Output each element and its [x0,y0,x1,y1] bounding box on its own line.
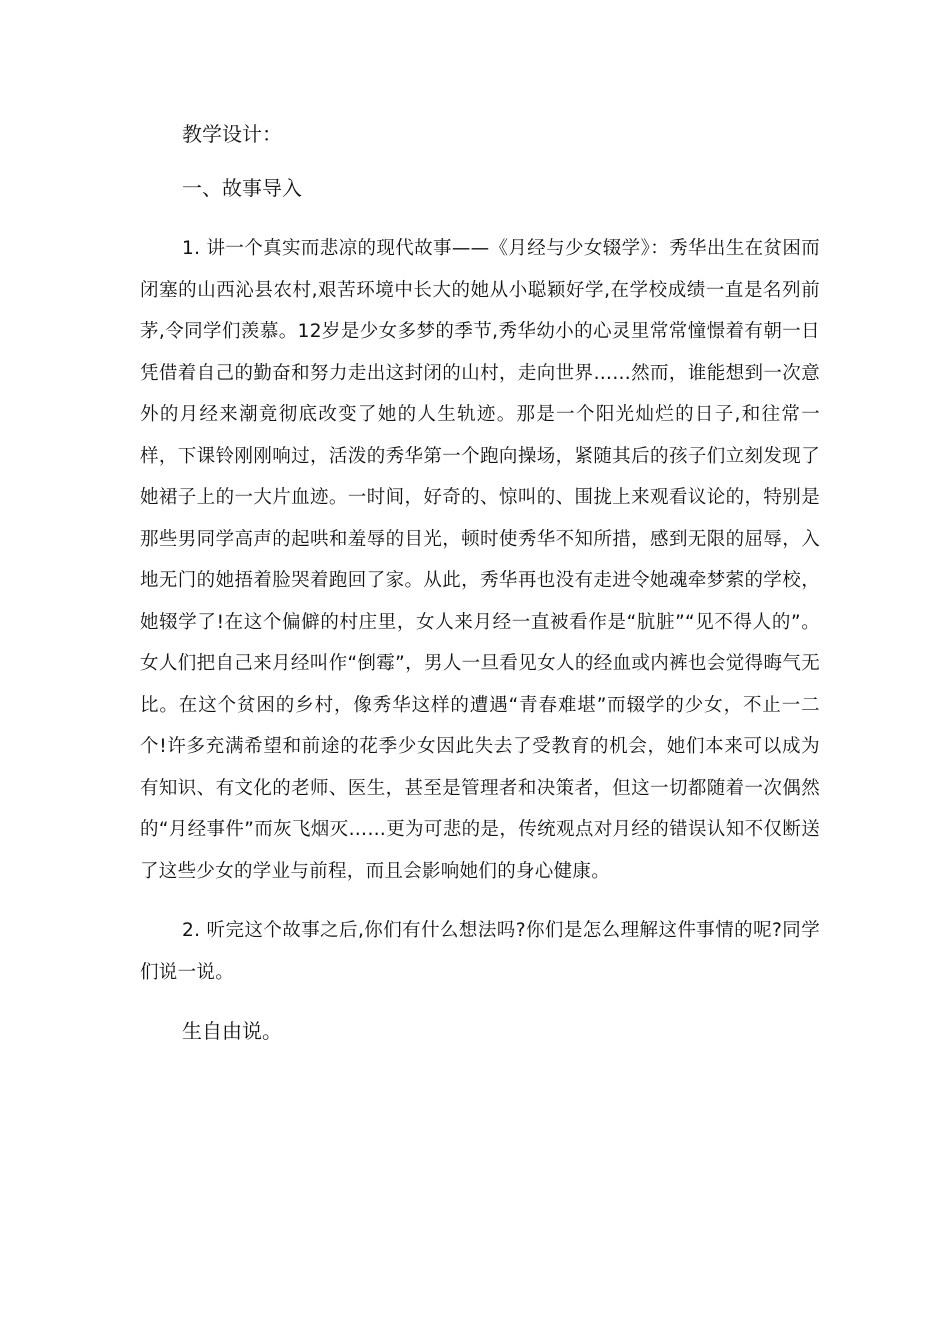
paragraph-gap [140,993,820,1011]
document-title: 教学设计： [182,122,282,146]
section-heading-story-intro: 一、故事导入 [182,176,302,200]
paragraph-gap [140,892,820,910]
student-response-line: 生自由说。 [182,1019,282,1043]
story-paragraph: 1. 讲一个真实而悲凉的现代故事——《月经与少女辍学》：秀华出生在贫困而闭塞的山西沁县农村,艰苦环境中长大的她从小聪颖好学,在学校成绩一直是名列前茅,令同学们羡慕。12岁是少女多梦的季节,秀华幼小的心灵里常常憧憬着有朝一日凭借着自己的勤奋和努力走出这封闭的山村，走向世界……然而，谁能想到一次意外的月经来潮竟彻底改变了她的人生轨迹。那是一个阳光灿烂的日子,和往常一样，下课铃刚刚响过，活泼的秀华第一个跑向操场，紧随其后的孩子们立刻发现了她裙子上的一大片血迹。一时间，好奇的、惊叫的、围拢上来观看议论的，特别是那些男同学高声的起哄和羞辱的目光，顿时使秀华不知所措，感到无限的屈辱，入地无门的她捂着脸哭着跑回了家。从此，秀华再也没有走进令她魂牵梦萦的学校，她辍学了!在这个偏僻的村庄里，女人来月经一直被看作是“肮脏”“见不得人的”。女人们把自己来月经叫作“倒霉”，男人一旦看见女人的经血或内裤也会觉得晦气无比。在这个贫困的乡村，像秀华这样的遭遇“青春难堪”而辍学的少女，不止一二个!许多充满希望和前途的花季少女因此失去了受教育的机会，她们本来可以成为有知识、有文化的老师、医生，甚至是管理者和决策者，但这一切都随着一次偶然的“月经事件”而灰飞烟灭……更为可悲的是，传统观点对月经的错误认知不仅断送了这些少女的学业与前程，而且会影响她们的身心健康。 [140,238,820,882]
document-body [140,120,820,1052]
discussion-question-paragraph: 2. 听完这个故事之后,你们有什么想法吗?你们是怎么理解这件事情的呢?同学们说一说。 [140,920,820,983]
